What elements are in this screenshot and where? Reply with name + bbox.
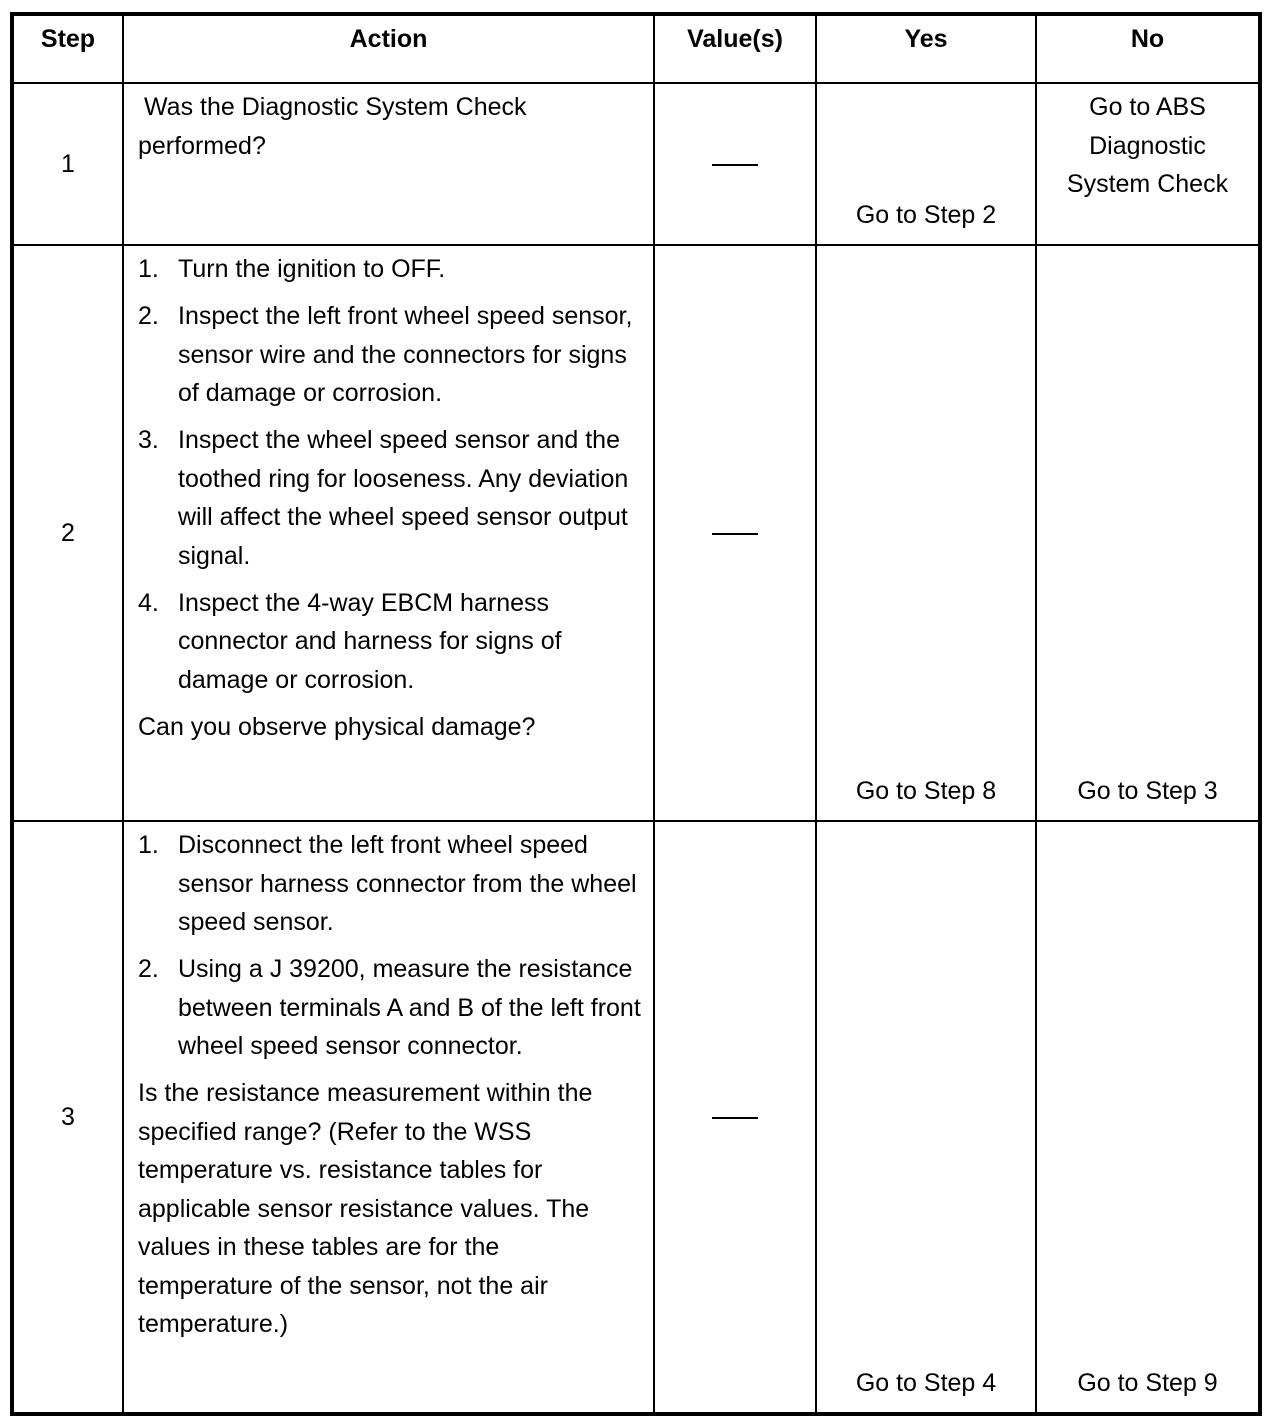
table-row [12, 245, 1260, 821]
value-cell [654, 821, 816, 1414]
action-step [138, 584, 641, 700]
action-cell [123, 245, 654, 821]
diagnostic-table [10, 12, 1262, 1416]
no-text: Diagnostic [1089, 131, 1206, 160]
action-step-text: Inspect the wheel speed sensor and the toothed ring for looseness. Any deviation will affect the wheel speed sensor output signal. [178, 426, 629, 570]
action-steps-list [138, 826, 641, 1066]
table-row [12, 83, 1260, 245]
action-step [138, 950, 641, 1066]
action-step-text: Turn the ignition to OFF. [178, 255, 446, 283]
action-step [138, 421, 641, 575]
yes-cell: Go to Step 4 [816, 821, 1036, 1414]
no-cell [1036, 83, 1260, 245]
no-cell: Go to Step 3 [1036, 245, 1260, 821]
no-cell: Go to Step 9 [1036, 821, 1260, 1414]
action-step-number: 2. [138, 302, 159, 330]
header-step: Step [12, 14, 123, 83]
action-step-number: 2. [138, 955, 159, 983]
header-no: No [1036, 14, 1260, 83]
header-values: Value(s) [654, 14, 816, 83]
action-cell [123, 83, 654, 245]
value-dash [712, 1117, 758, 1119]
yes-cell: Go to Step 2 [816, 83, 1036, 245]
action-steps-list [138, 250, 641, 699]
header-yes: Yes [816, 14, 1036, 83]
action-question: Was the Diagnostic System Check [144, 93, 527, 121]
action-cell [123, 821, 654, 1414]
value-cell [654, 245, 816, 821]
step-number: 1 [12, 83, 123, 245]
action-step-text: Using a J 39200, measure the resistance between terminals A and B of the left front wheel speed sensor connector. [178, 955, 641, 1060]
yes-cell: Go to Step 8 [816, 245, 1036, 821]
value-cell [654, 83, 816, 245]
table-row [12, 821, 1260, 1414]
action-step-number: 1. [138, 831, 159, 859]
action-step [138, 297, 641, 413]
action-step [138, 250, 641, 289]
action-step-number: 4. [138, 588, 159, 617]
action-question: performed? [138, 131, 266, 160]
header-action: Action [123, 14, 654, 83]
value-dash [712, 164, 758, 166]
action-question: Can you observe physical damage? [138, 712, 536, 741]
action-step-text: Inspect the 4-way EBCM harness connector and harness for signs of damage or corrosion. [178, 588, 562, 694]
no-text: System Check [1066, 170, 1229, 198]
header-row [12, 14, 1260, 83]
no-text: Go to ABS [1089, 93, 1206, 121]
action-step-number: 1. [138, 255, 159, 283]
step-number: 3 [12, 821, 123, 1414]
action-step-text: Inspect the left front wheel speed sensor, sensor wire and the connectors for signs of damage or corrosion. [178, 302, 633, 407]
action-step-text: Disconnect the left front wheel speed sensor harness connector from the wheel speed sensor. [178, 831, 637, 936]
value-dash [712, 533, 758, 535]
action-step [138, 826, 641, 942]
action-question: Is the resistance measurement within the specified range? (Refer to the WSS temperature vs. resistance tables for applicable sensor resistance values. The values in these tables are for the temperature of the sensor, not the air temperature.) [138, 1079, 593, 1338]
step-number: 2 [12, 245, 123, 821]
action-step-number: 3. [138, 426, 159, 454]
